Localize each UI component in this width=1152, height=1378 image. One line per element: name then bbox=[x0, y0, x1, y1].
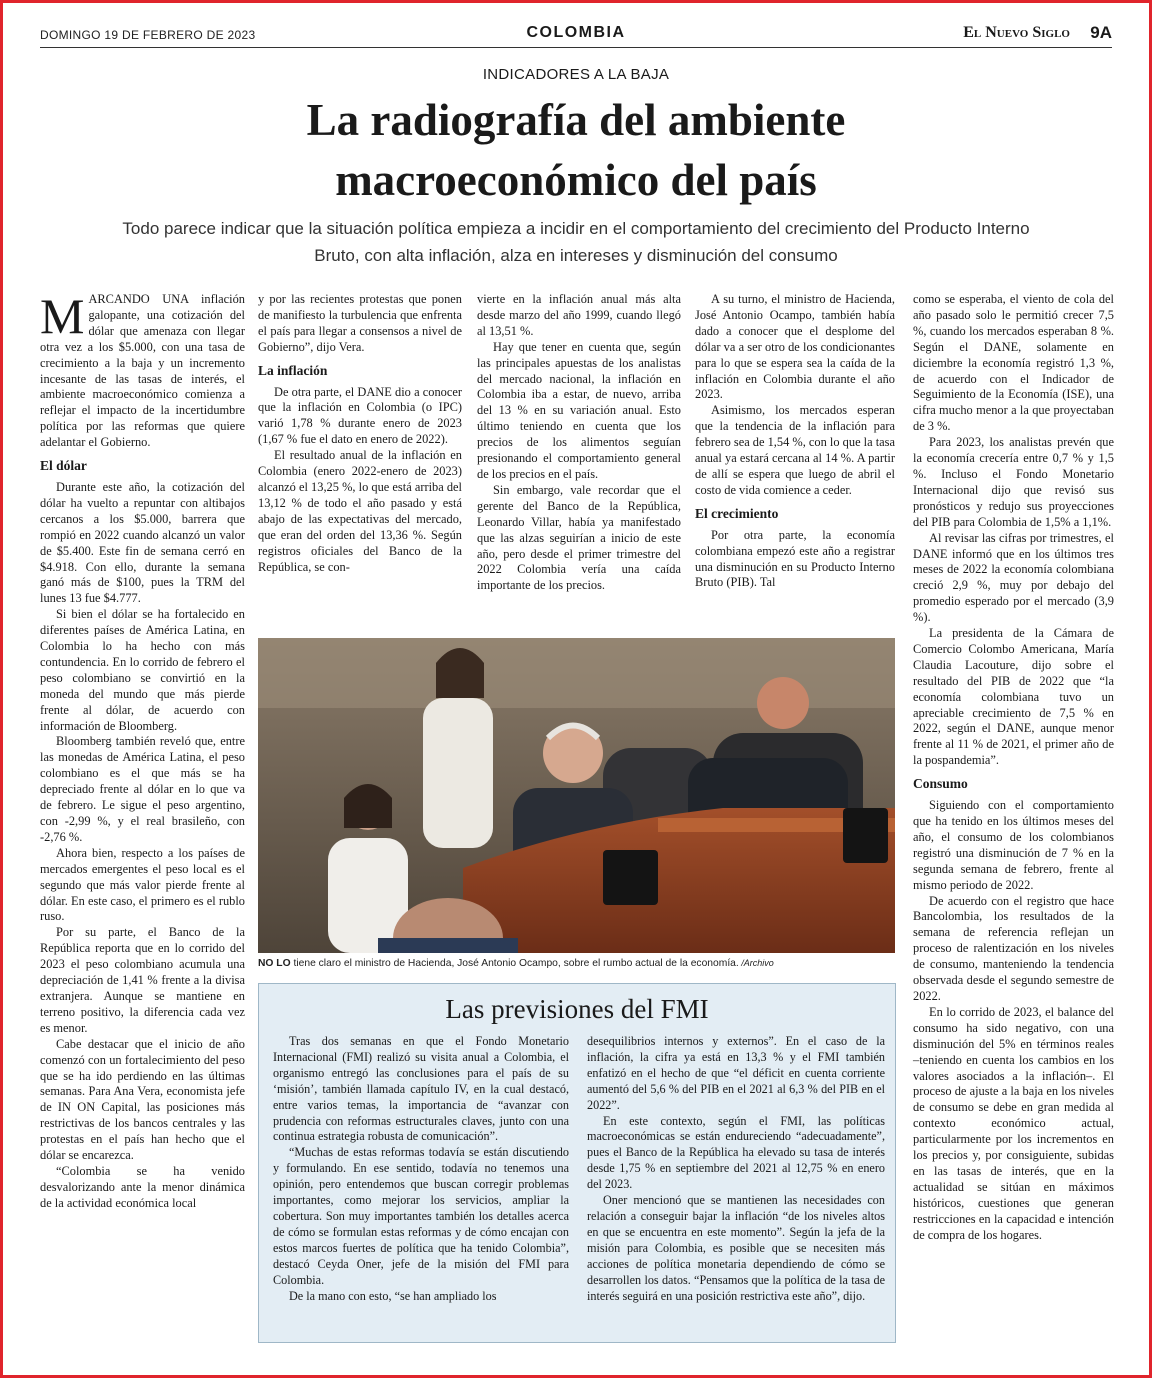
subhead-consumo: Consumo bbox=[913, 776, 968, 792]
newspaper-name: El Nuevo Siglo bbox=[963, 24, 1070, 41]
paragraph: Tras dos semanas en que el Fondo Monetario Internacional (FMI) realizó su visita anual a Colombia, el organismo entregó las conclusiones para el país de su ‘misión’, también llamada capítulo IV, en la cual destacó, entre varios temas, la importancia de “avanzar con prudencia con reformas estructurales claves, junto con una continua estrategia robusta de comunicación”. bbox=[273, 1034, 569, 1144]
sidebar-box bbox=[258, 983, 896, 1343]
news-photo bbox=[258, 638, 895, 953]
subhead-crecimiento: El crecimiento bbox=[695, 505, 779, 521]
paragraph: En lo corrido de 2023, el balance del consumo ha sido negativo, con una disminución del 5% en términos reales –teniendo en cuenta los cambios en los valores asociados a la inflación–. El proceso de ajuste a la baja en los niveles de consumo se debe en gran medida al contexto económico actual, particularmente por los incrementos en los precios y, por consiguiente, subidas en las tasas de interés, que en la actualidad se sitúan en máximos históricos, cuestiones que generan restricciones en la capacidad e intención de compra de los hogares. bbox=[913, 1004, 1114, 1242]
page-number: 9A bbox=[1090, 23, 1112, 42]
lead-paragraph bbox=[40, 288, 246, 451]
paragraph: Por su parte, el Banco de la República reporta que en lo corrido del 2023 el peso colombiano acumula una depreciación de 1,41 % frente a la divisa extranjera. Aunque se mantiene en terreno positivo, la diferencia cada vez es menor. bbox=[40, 925, 245, 1035]
paragraph: Por otra parte, la economía colombiana empezó este año a registrar una disminución en su Producto Interno Bruto (PIB). Tal bbox=[695, 527, 895, 590]
paragraph: vierte en la inflación anual más alta desde marzo del año 1999, cuando llegó al 13,51 %. bbox=[477, 292, 681, 338]
subhead-inflacion: La inflación bbox=[258, 362, 328, 378]
caption-text: tiene claro el ministro de Hacienda, José Antonio Ocampo, sobre el rumbo actual de la economía. bbox=[290, 958, 739, 969]
paragraph: De otra parte, el DANE dio a conocer que la inflación en Colombia (o IPC) varió 1,78 % durante enero de 2023 (1,67 % fue el dato en enero de 2022). bbox=[258, 384, 462, 447]
paragraph: Bloomberg también reveló que, entre las monedas de América Latina, el peso colombiano es el que más se ha depreciado frente al dólar en lo que va de febrero. Le sigue el peso argentino, con -2,99 %, y el real brasileño, con -2,76 %. bbox=[40, 734, 245, 844]
paragraph: Oner mencionó que se mantienen las necesidades con relación a conseguir bajar la inflación “de los niveles altos en que se encuentra en este momento”. Según la jefa de la misión para Colombia, es posible que se necesiten más acciones de política monetaria dependiendo de cómo se desarrollen los datos. “Pensamos que la política de la tasa de interés seguirá en una posición restrictiva este año”, dijo. bbox=[587, 1193, 885, 1303]
article-column-4 bbox=[695, 292, 895, 591]
paragraph: Para 2023, los analistas prevén que la economía crecería entre 0,7 % y 1,5 %. Incluso el Fondo Monetario Internacional dijo que revisó sus pronósticos y redujo sus proyecciones del PIB para Colombia de 1,5% a 1,1%. bbox=[913, 435, 1114, 529]
paragraph: Durante este año, la cotización del dólar ha vuelto a repuntar con altibajos cercanos a los $5.000, barrera que rompió en 2022 cuando alcanzó un valor de $5.400. Este fin de semana cerró en $4.918. Con ello, durante la semana ganó más de $100, pues la TRM del lunes 13 fue $4.777. bbox=[40, 479, 245, 606]
paragraph: “Colombia se ha venido desvalorizando ante la menor dinámica de la actividad económica local bbox=[40, 1163, 245, 1210]
lead-text: inflación galopante, una cotización del dólar que amenaza con llegar otra vez a los $5.000, con una tasa de crecimiento a la baja y un incremento incesante de las tasas de interés, el ambiente macroeconómico comienza a reflejar el impacto de la incertidumbre política por las reformas que quiere adelantar el Gobierno. bbox=[40, 292, 246, 450]
article-column-2 bbox=[258, 292, 462, 575]
paragraph: como se esperaba, el viento de cola del año pasado solo le permitió crecer 7,5 %, cuando los mercados esperaban 8 %. Según el DANE, solamente en diciembre la economía registró 1,3 %, de acuerdo con el Indicador de Seguimiento de la Economía (ISE), una cifra mucho menor a la que proyectaban de 3 %. bbox=[913, 292, 1114, 434]
photo-credit: /Archivo bbox=[738, 958, 774, 968]
paragraph: Ahora bien, respecto a los países de mercados emergentes el peso local es el segundo que más valor pierde frente al dólar. En este caso, el primero es el rublo ruso. bbox=[40, 845, 245, 924]
paragraph: y por las recientes protestas que ponen de manifiesto la turbulencia que enfrenta el país para llegar a consensos a nivel de Gobierno”, dijo Vera. bbox=[258, 292, 462, 354]
paragraph: Al revisar las cifras por trimestres, el DANE informó que en los últimos tres meses de 2022 la economía colombiana creció 2,9 %, muy por debajo del promedio esperado por el mercado (3,9 %). bbox=[913, 530, 1114, 625]
paragraph: Cabe destacar que el inicio de año comenzó con un fortalecimiento del peso que se ha ido perdiendo en las últimas semanas. Para Ana Vera, economista jefe de IN ON Capital, las posiciones más restrictivas de los bancos centrales y las protestas en el país han hecho que el dólar se encarezca. bbox=[40, 1036, 245, 1163]
page-header bbox=[40, 22, 1112, 48]
headline: La radiografía del ambiente macroeconómico del país bbox=[306, 95, 846, 205]
paragraph: “Muchas de estas reformas todavía se están discutiendo y formulando. En ese sentido, todavía no tenemos una opinión, pero entendemos que buscan corregir problemas importantes, como mejorar los servicios, ampliar la cobertura. Son muy importantes también los detalles acerca de cómo se formulan estas reformas y de cómo encajan con estos marcos fuertes de política que ha tenido Colombia”, destacó Ceyda Oner, jefe de la misión del FMI para Colombia. bbox=[273, 1145, 569, 1287]
lead-caps: ARCANDO UNA bbox=[88, 292, 189, 306]
paragraph: En este contexto, según el FMI, las políticas macroeconómicas se están endureciendo “adecuadamente”, pues el Banco de la República ha elevado su tasa de interés desde 1,75 % en septiembre del 2021 al 12,75 % en enero del 2023. bbox=[587, 1113, 885, 1192]
caption-lead: NO LO bbox=[258, 958, 291, 969]
box-column-2 bbox=[587, 1034, 885, 1304]
paragraph: Asimismo, los mercados esperan que la tendencia de la inflación para febrero sea de 1,54 %, con lo que la tasa anual ya estará cercana al 14 %. A partir de allí se espera que luego de abril el costo de vida comience a ceder. bbox=[695, 403, 895, 497]
paragraph: desequilibrios internos y externos”. En el caso de la inflación, la cifra ya está en 13,3 % y el FMI también enfatizó en el hecho de que “el déficit en cuenta corriente aumentó del 5,6 % del PIB en el 2021 al 6,3 % del PIB en el 2022”. bbox=[587, 1034, 885, 1112]
paragraph: Si bien el dólar se ha fortalecido en diferentes países de América Latina, en Colombia lo ha hecho con más contundencia. En lo corrido de febrero el peso colombiano se convirtió en la moneda del mundo que más pierde frente al dólar, de acuerdo con información de Bloomberg. bbox=[40, 607, 245, 733]
drop-cap: M bbox=[40, 288, 85, 344]
issue-date: DOMINGO 19 DE FEBRERO DE 2023 bbox=[40, 28, 256, 42]
photo-caption bbox=[258, 958, 898, 969]
article-column-1 bbox=[40, 288, 246, 1212]
paragraph: De la mano con esto, “se han ampliado los bbox=[289, 1288, 497, 1303]
box-title: Las previsiones del FMI bbox=[445, 994, 709, 1024]
article-column-3 bbox=[477, 292, 681, 594]
paragraph: Hay que tener en cuenta que, según las principales apuestas de los analistas del mercado nacional, la inflación en Colombia iba a estar, de nuevo, arriba del 13 % en su variación anual. Esto último teniendo en cuenta que los precios de los alimentos seguían presionando el comportamiento general de los precios en el país. bbox=[477, 339, 681, 481]
section-name: COLOMBIA bbox=[526, 24, 626, 41]
header-rule bbox=[40, 47, 1112, 48]
paragraph: La presidenta de la Cámara de Comercio Colombo Americana, María Claudia Lacouture, dijo sobre el resultado del PIB de 2022 que “la economía colombiana tuvo un apreciable crecimiento de 7,5 % en 2022, según el DANE, aunque menor frente al 11 % de 2021, el primer año de la pospandemia”. bbox=[913, 626, 1114, 768]
article-column-5 bbox=[913, 292, 1114, 1243]
paragraph: Siguiendo con el comportamiento que ha tenido en los últimos meses del año, el consumo de los colombianos registró una disminución de 7 % en la segunda semana de febrero, frente al mismo periodo de 2022. bbox=[913, 798, 1114, 892]
photo-illustration bbox=[258, 638, 895, 953]
kicker: INDICADORES A LA BAJA bbox=[482, 66, 670, 83]
box-column-1 bbox=[273, 1034, 569, 1304]
paragraph: De acuerdo con el registro que hace Bancolombia, los resultados de la semana de referencia reflejan un proceso de ralentización en los niveles de consumo, manteniendo la tendencia observada desde el segundo semestre de 2022. bbox=[913, 893, 1114, 1003]
paragraph: Sin embargo, vale recordar que el gerente del Banco de la República, Leonardo Villar, había ya manifestado que las alzas seguirían a inicio de este año, pero desde el primer trimestre del 2022 Colombia vería una caída importante de los precios. bbox=[477, 482, 681, 593]
subhead-dolar: El dólar bbox=[40, 458, 87, 474]
deck-subtitle: Todo parece indicar que la situación política empieza a incidir en el comportamiento del crecimiento del Producto Interno Bruto, con alta inflación, alza en intereses y disminución del consumo bbox=[122, 219, 1030, 265]
paragraph: A su turno, el ministro de Hacienda, José Antonio Ocampo, también había dado a conocer que el desplome del dólar va a ser otro de los condicionantes para lo que se espera sea la caída de la inflación en Colombia durante el año 2023. bbox=[695, 292, 895, 402]
paragraph: El resultado anual de la inflación en Colombia (enero 2022-enero de 2023) alcanzó el 13,25 %, lo que está arriba del 13,12 % de todo el año pasado y está abajo de las expectativas del mercado, que eran del orden del 13,36 %. Según registros oficiales del Banco de la República, se con- bbox=[258, 448, 462, 574]
